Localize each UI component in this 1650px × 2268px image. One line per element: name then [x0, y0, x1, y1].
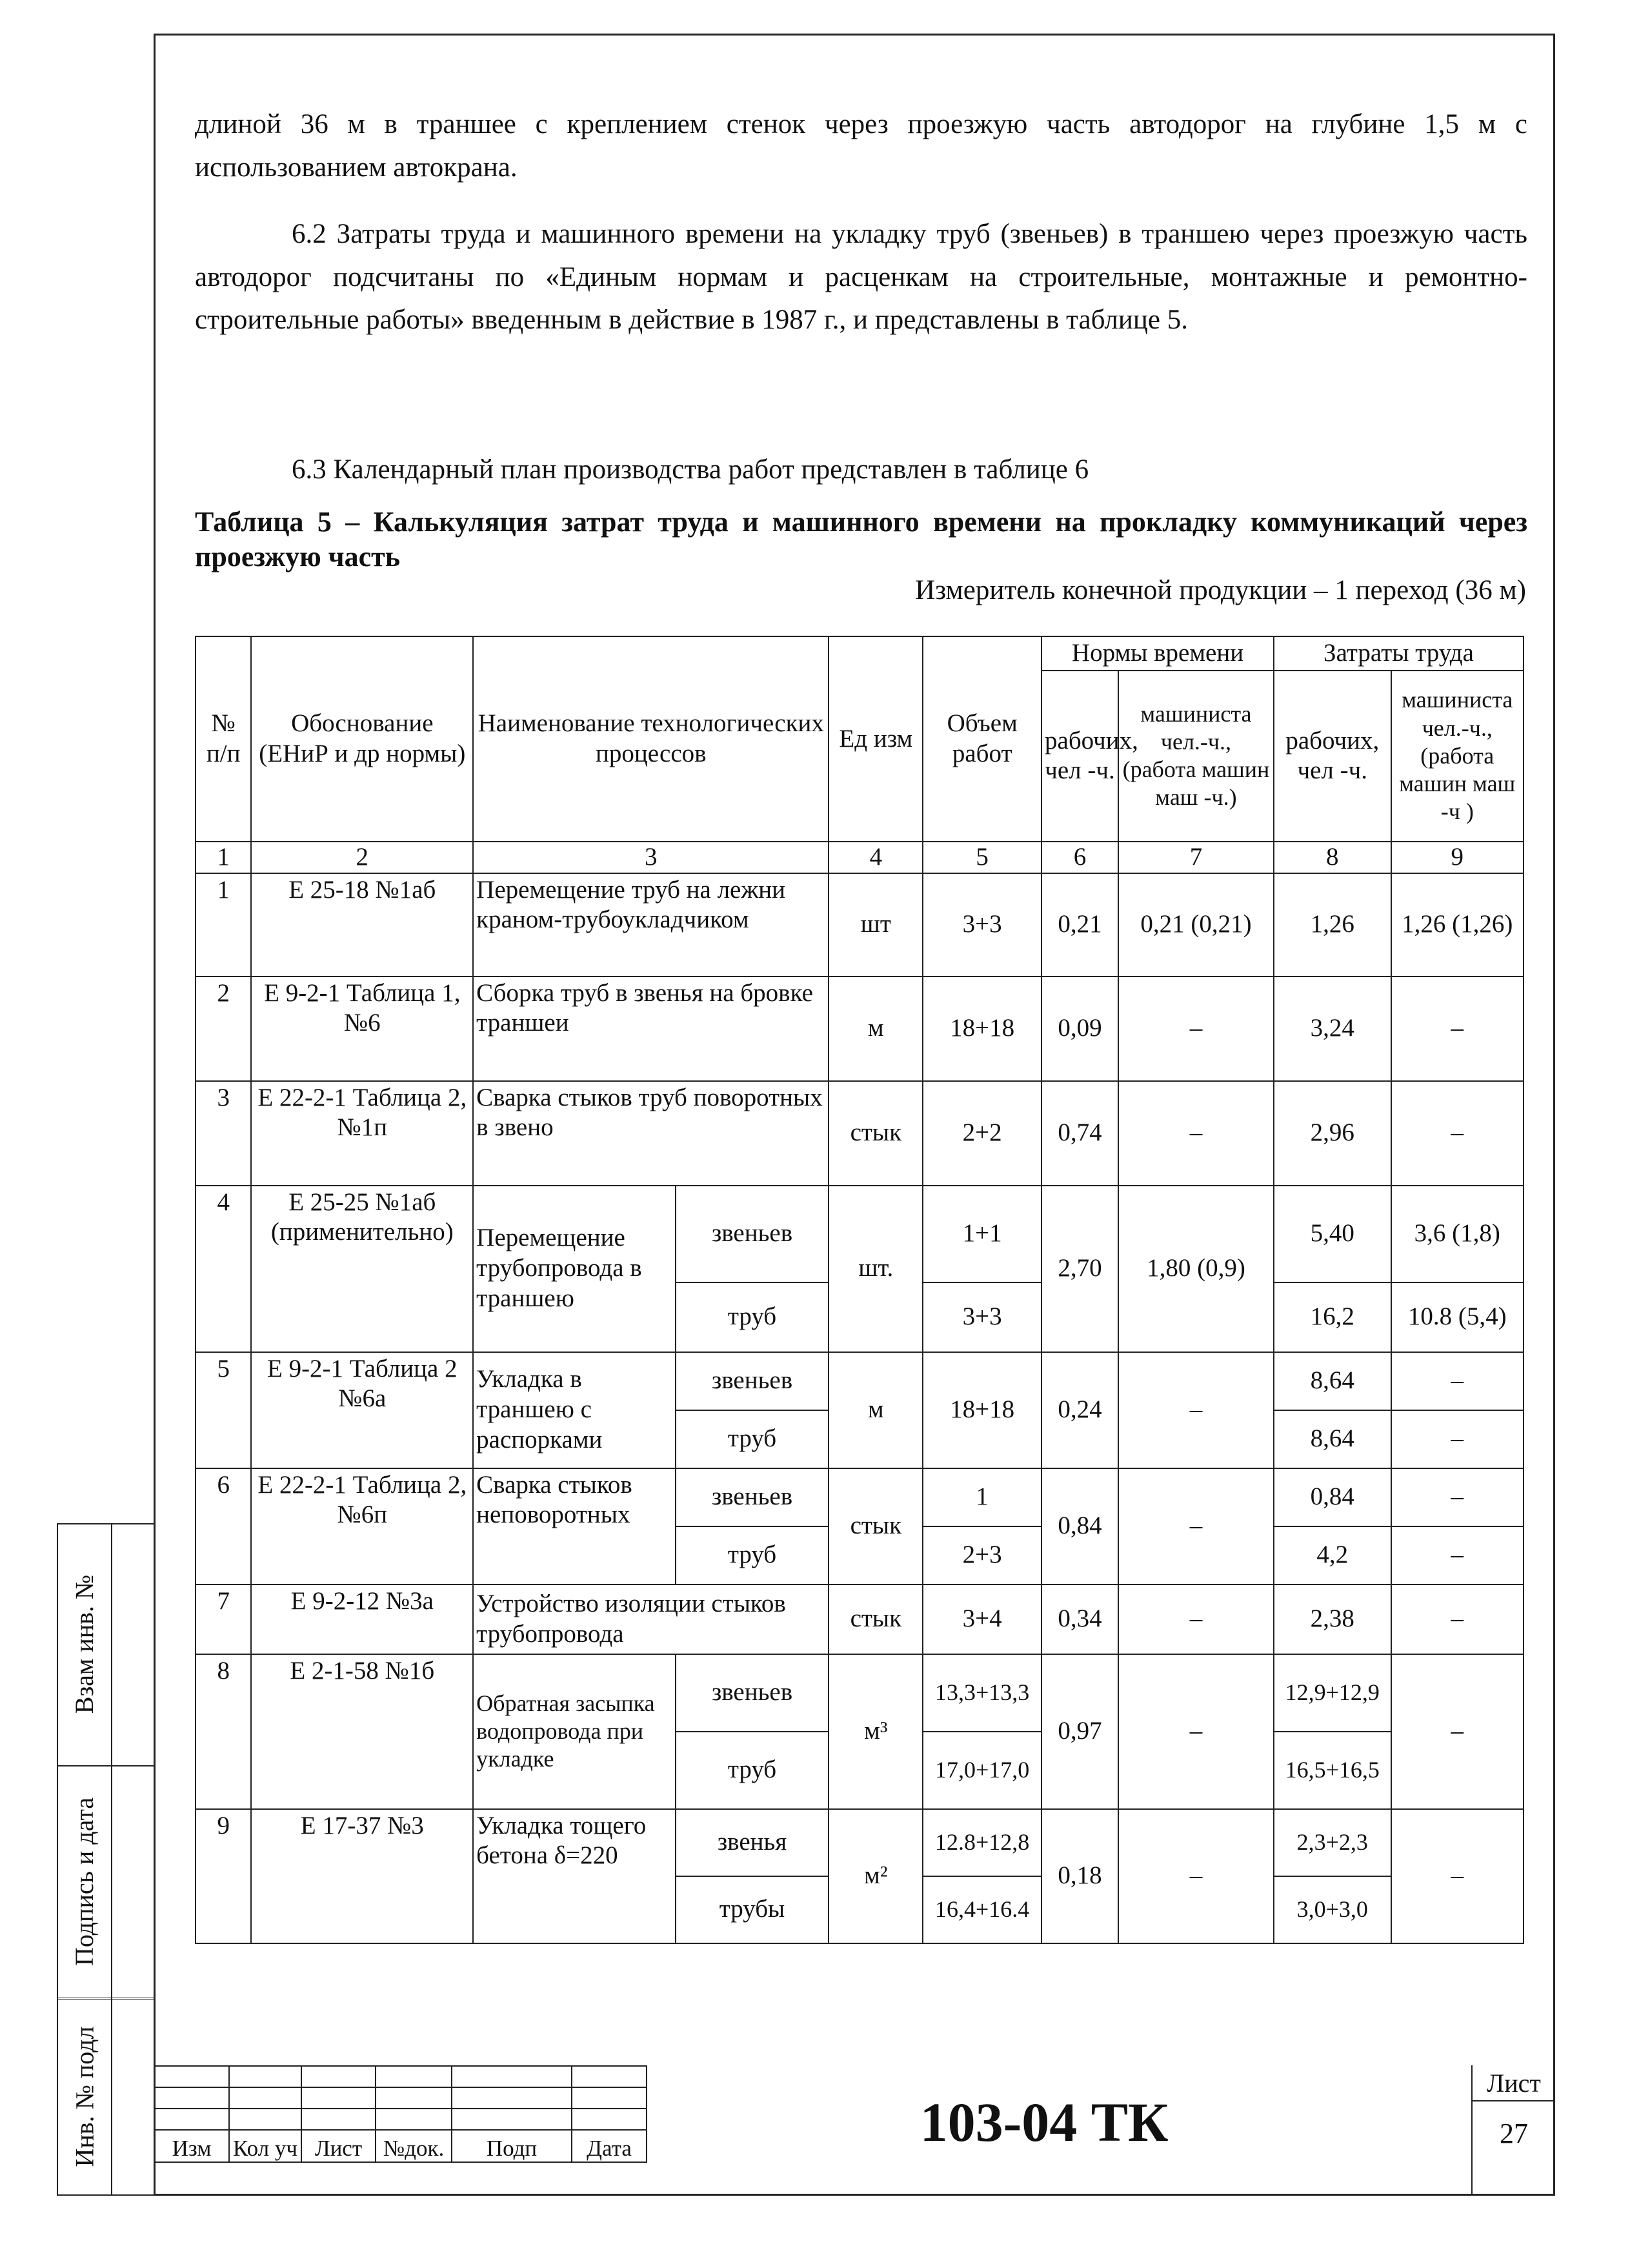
row-volume: 3+3	[923, 1282, 1041, 1352]
row-sub-links: звенья	[676, 1809, 829, 1876]
row-num: 9	[196, 1809, 251, 1943]
colnum: 5	[923, 842, 1041, 873]
row-num: 5	[196, 1352, 251, 1468]
row-machinist-norm: 1,80 (0,9)	[1118, 1186, 1274, 1352]
table-row	[196, 1809, 1524, 1876]
row-workers-norm: 0,09	[1041, 977, 1118, 1081]
row-unit: стык	[829, 1468, 923, 1585]
row-unit: шт	[829, 873, 923, 977]
row-workers-labor: 2,3+2,3	[1274, 1809, 1391, 1876]
row-sub-pipes: труб	[676, 1282, 829, 1352]
colnum: 4	[829, 842, 923, 873]
row-volume: 16,4+16.4	[923, 1876, 1041, 1943]
stamp-inv-original: Инв. № подл	[70, 2026, 99, 2167]
row-workers-labor: 4,2	[1274, 1526, 1391, 1585]
row-volume: 2+2	[923, 1081, 1041, 1186]
row-machinist-norm: –	[1118, 1585, 1274, 1654]
row-volume: 1	[923, 1468, 1041, 1526]
row-volume: 3+3	[923, 873, 1041, 977]
stamp-label-ndok: №док.	[376, 2130, 452, 2162]
row-workers-labor: 8,64	[1274, 1352, 1391, 1410]
row-num: 4	[196, 1186, 251, 1352]
row-volume: 2+3	[923, 1526, 1041, 1585]
row-workers-labor: 16,5+16,5	[1274, 1732, 1391, 1809]
row-volume: 18+18	[923, 1352, 1041, 1468]
title-block	[154, 2065, 1555, 2196]
row-workers-labor: 1,26	[1274, 873, 1391, 977]
table-row	[196, 977, 1524, 1081]
table-row	[196, 1352, 1524, 1410]
row-machinist-labor: –	[1391, 977, 1524, 1081]
stamp-label-kol: Кол уч	[229, 2130, 301, 2162]
row-machinist-labor: –	[1391, 1585, 1524, 1654]
row-machinist-norm: –	[1118, 1654, 1274, 1809]
row-basis: Е 25-18 №1аб	[251, 873, 473, 977]
row-basis: Е 22-2-1 Таблица 2, №1п	[251, 1081, 473, 1186]
table-header-row	[196, 636, 1524, 671]
row-name: Укладка тощего бетона δ=220	[473, 1809, 675, 1943]
row-unit: м²	[829, 1809, 923, 1943]
stamp-replace-inv: Взам инв. №	[70, 1574, 99, 1714]
row-basis: Е 2-1-58 №1б	[251, 1654, 473, 1809]
row-machinist-norm: –	[1118, 1468, 1274, 1585]
row-basis: Е 17-37 №3	[251, 1809, 473, 1943]
row-workers-labor: 8,64	[1274, 1410, 1391, 1468]
paragraph-6-2: 6.2 Затраты труда и машинного времени на укладку труб (звеньев) в траншею через проезжую часть автодорог подсчитаны по «Единым нормам и расценкам на строительные, монтажные и ремонтно-строительные работы» введенным в действие в 1987 г., и представлены в таблице 5.	[195, 219, 1527, 336]
header-machinist-labor: машиниста чел.-ч., (работа машин маш -ч )	[1391, 671, 1524, 842]
header-norms: Нормы времени	[1041, 636, 1274, 671]
colnum: 9	[1391, 842, 1524, 873]
row-machinist-norm: –	[1118, 1809, 1274, 1943]
row-workers-labor: 3,24	[1274, 977, 1391, 1081]
row-unit: стык	[829, 1081, 923, 1186]
row-sub-links: звеньев	[676, 1186, 829, 1282]
document-code: 103-04 ТК	[920, 2091, 1169, 2153]
row-sub-pipes: труб	[676, 1526, 829, 1585]
row-workers-labor: 2,96	[1274, 1081, 1391, 1186]
row-machinist-labor: 10.8 (5,4)	[1391, 1282, 1524, 1352]
row-workers-norm: 0,34	[1041, 1585, 1118, 1654]
row-name: Укладка в траншею с распорками	[473, 1352, 675, 1468]
row-machinist-norm: –	[1118, 1081, 1274, 1186]
row-volume: 3+4	[923, 1585, 1041, 1654]
stamp-label-date: Дата	[572, 2130, 647, 2162]
row-name: Обратная засыпка водопровода при укладке	[473, 1654, 675, 1809]
row-num: 1	[196, 873, 251, 977]
row-sub-pipes: трубы	[676, 1876, 829, 1943]
row-machinist-labor: –	[1391, 1352, 1524, 1410]
row-num: 8	[196, 1654, 251, 1809]
row-machinist-norm: –	[1118, 1352, 1274, 1468]
row-volume: 12.8+12,8	[923, 1809, 1041, 1876]
header-workers: рабочих, чел -ч.	[1041, 671, 1118, 842]
sheet-number: 27	[1500, 2118, 1528, 2149]
header-unit: Ед изм	[829, 636, 923, 842]
row-machinist-labor: –	[1391, 1081, 1524, 1186]
row-sub-links: звеньев	[676, 1352, 829, 1410]
row-unit: м	[829, 977, 923, 1081]
table-row	[196, 873, 1524, 977]
row-workers-norm: 2,70	[1041, 1186, 1118, 1352]
row-machinist-labor: 3,6 (1,8)	[1391, 1186, 1524, 1282]
row-unit: стык	[829, 1585, 923, 1654]
row-num: 2	[196, 977, 251, 1081]
row-machinist-labor: –	[1391, 1468, 1524, 1526]
calculation-table	[195, 636, 1524, 1944]
header-labor: Затраты труда	[1274, 636, 1524, 671]
row-workers-norm: 0,24	[1041, 1352, 1118, 1468]
row-machinist-norm: –	[1118, 977, 1274, 1081]
row-name: Сборка труб в звенья на бровке траншеи	[473, 977, 829, 1081]
row-basis: Е 9-2-1 Таблица 2 №6а	[251, 1352, 473, 1468]
row-machinist-labor: –	[1391, 1410, 1524, 1468]
header-basis: Обоснование (ЕНиР и др нормы)	[251, 636, 473, 842]
table-row	[196, 1585, 1524, 1654]
row-volume: 13,3+13,3	[923, 1654, 1041, 1732]
row-sub-links: звеньев	[676, 1654, 829, 1732]
row-name: Сварка стыков труб поворотных в звено	[473, 1081, 829, 1186]
row-unit: м	[829, 1352, 923, 1468]
row-machinist-labor: 1,26 (1,26)	[1391, 873, 1524, 977]
colnum: 1	[196, 842, 251, 873]
row-num: 3	[196, 1081, 251, 1186]
colnum: 7	[1118, 842, 1274, 873]
row-num: 6	[196, 1468, 251, 1585]
colnum: 2	[251, 842, 473, 873]
row-unit: шт.	[829, 1186, 923, 1352]
row-volume: 1+1	[923, 1186, 1041, 1282]
row-unit: м³	[829, 1654, 923, 1809]
row-basis: Е 9-2-12 №3а	[251, 1585, 473, 1654]
stamp-label-podp: Подп	[452, 2130, 572, 2162]
row-basis: Е 22-2-1 Таблица 2, №6п	[251, 1468, 473, 1585]
row-sub-pipes: труб	[676, 1410, 829, 1468]
table-row	[196, 1081, 1524, 1186]
row-workers-norm: 0,18	[1041, 1809, 1118, 1943]
header-num: № п/п	[196, 636, 251, 842]
row-basis: Е 25-25 №1аб (применительно)	[251, 1186, 473, 1352]
stamp-label-izm: Изм	[154, 2130, 229, 2162]
row-sub-links: звеньев	[676, 1468, 829, 1526]
row-sub-pipes: труб	[676, 1732, 829, 1809]
header-volume: Объем работ	[923, 636, 1041, 842]
title-block-grid	[154, 2065, 647, 2163]
header-name: Наименование технологических процессов	[473, 636, 829, 842]
stamp-label-list: Лист	[301, 2130, 376, 2162]
column-number-row	[196, 842, 1524, 873]
row-workers-norm: 0,74	[1041, 1081, 1118, 1186]
row-num: 7	[196, 1585, 251, 1654]
row-machinist-labor: –	[1391, 1654, 1524, 1809]
row-workers-labor: 5,40	[1274, 1186, 1391, 1282]
table-row	[196, 1654, 1524, 1732]
row-name: Перемещение труб на лежни краном-трубоукладчиком	[473, 873, 829, 977]
stamp-signature-date: Подпись и дата	[70, 1797, 99, 1966]
row-machinist-labor: –	[1391, 1526, 1524, 1585]
row-workers-labor: 2,38	[1274, 1585, 1391, 1654]
header-machinist: машиниста чел.-ч., (работа машин маш -ч.)	[1118, 671, 1274, 842]
table-caption: Таблица 5 – Калькуляция затрат труда и машинного времени на прокладку коммуникаций через проезжую часть	[195, 506, 1527, 572]
row-workers-labor: 16,2	[1274, 1282, 1391, 1352]
row-workers-labor: 0,84	[1274, 1468, 1391, 1526]
sheet-box	[1471, 2065, 1555, 2196]
row-workers-norm: 0,84	[1041, 1468, 1118, 1585]
measure-unit: Измеритель конечной продукции – 1 переход (36 м)	[915, 575, 1526, 605]
row-workers-labor: 3,0+3,0	[1274, 1876, 1391, 1943]
row-volume: 17,0+17,0	[923, 1732, 1041, 1809]
left-stamp-strip	[57, 1523, 154, 2196]
row-workers-norm: 0,97	[1041, 1654, 1118, 1809]
row-machinist-labor: –	[1391, 1809, 1524, 1943]
table-row	[196, 1468, 1524, 1526]
paragraph-intro: длиной 36 м в траншее с креплением стенок через проезжую часть автодорог на глубине 1,5 м с использованием автокрана.	[195, 109, 1527, 183]
row-volume: 18+18	[923, 977, 1041, 1081]
header-workers-labor: рабочих, чел -ч.	[1274, 671, 1391, 842]
colnum: 3	[473, 842, 829, 873]
row-workers-norm: 0,21	[1041, 873, 1118, 977]
row-basis: Е 9-2-1 Таблица 1, №6	[251, 977, 473, 1081]
row-name: Перемещение трубопровода в траншею	[473, 1186, 675, 1352]
table-row	[196, 1186, 1524, 1282]
row-machinist-norm: 0,21 (0,21)	[1118, 873, 1274, 977]
paragraph-6-3: 6.3 Календарный план производства работ представлен в таблице 6	[292, 454, 1089, 485]
colnum: 6	[1041, 842, 1118, 873]
stamp-value-column	[111, 1523, 155, 2196]
row-workers-labor: 12,9+12,9	[1274, 1654, 1391, 1732]
row-name: Сварка стыков неповоротных	[473, 1468, 675, 1585]
row-name: Устройство изоляции стыков трубопровода	[473, 1585, 829, 1654]
sheet-label: Лист	[1473, 2065, 1555, 2101]
colnum: 8	[1274, 842, 1391, 873]
